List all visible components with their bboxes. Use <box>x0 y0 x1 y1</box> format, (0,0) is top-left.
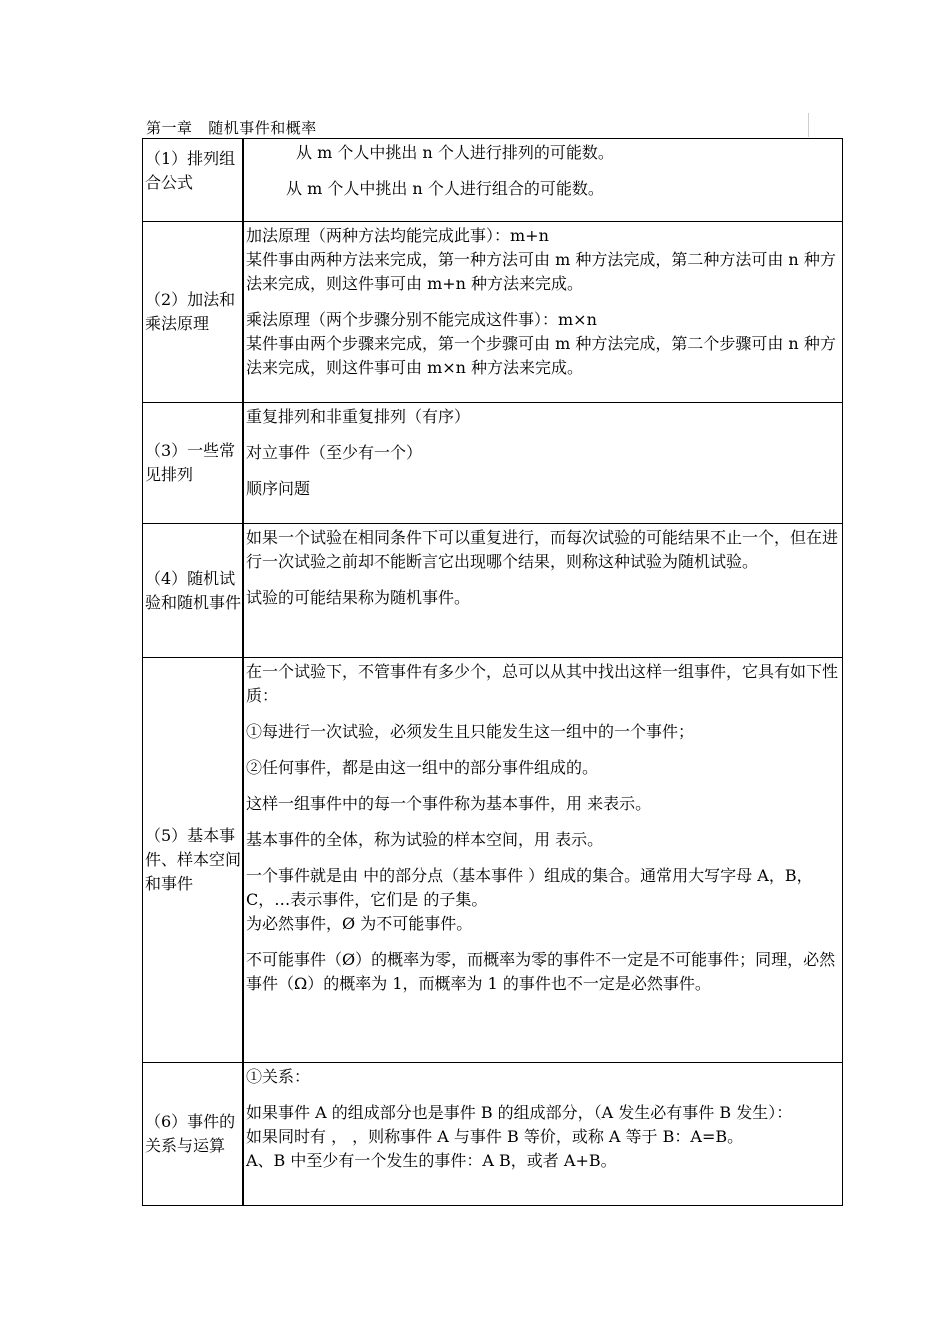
row-content-cell <box>243 139 843 222</box>
content-line: 乘法原理（两个步骤分别不能完成这件事）：m×n <box>246 310 597 329</box>
margin-line <box>808 113 809 137</box>
content-line: ①关系： <box>246 1067 311 1086</box>
content-line: ②任何事件，都是由这一组中的部分事件组成的。 <box>246 758 599 777</box>
row-label: （6）事件的关系与运算 <box>145 1112 236 1155</box>
content-line: 在一个试验下，不管事件有多少个，总可以从其中找出这样一组事件，它具有如下性质： <box>246 662 839 705</box>
table-row <box>143 403 843 524</box>
row-label-cell <box>143 403 244 524</box>
content-line: 重复排列和非重复排列（有序） <box>246 407 471 426</box>
content-line: 加法原理（两种方法均能完成此事）：m+n <box>246 226 549 245</box>
row-label-cell <box>143 139 244 222</box>
notes-table <box>142 138 843 1206</box>
content-line: 如果一个试验在相同条件下可以重复进行，而每次试验的可能结果不止一个，但在进行一次试验之前却不能断言它出现哪个结果，则称这种试验为随机试验。 <box>246 528 839 571</box>
row-label: （3）一些常见排列 <box>145 441 236 484</box>
content-line: 如果事件 A 的组成部分也是事件 B 的组成部分，（A 发生必有事件 B 发生）： <box>246 1103 793 1122</box>
content-line: 试验的可能结果称为随机事件。 <box>246 588 471 607</box>
content-line: 从 m 个人中挑出 n 个人进行排列的可能数。 <box>296 143 614 162</box>
row-label: （5）基本事件、样本空间和事件 <box>145 826 242 893</box>
row-content-cell <box>243 524 843 658</box>
table-row <box>143 139 843 222</box>
row-label-cell <box>143 524 244 658</box>
content-line: 一个事件就是由 中的部分点（基本事件 ）组成的集合。通常用大写字母 A，B，C，…表示事件，它们是 的子集。 <box>246 866 813 909</box>
table-row <box>143 1063 843 1206</box>
table-row <box>143 524 843 658</box>
content-line: 为必然事件，Ø 为不可能事件。 <box>246 914 473 933</box>
chapter-title: 第一章 随机事件和概率 <box>146 119 317 137</box>
content-line: ①每进行一次试验，必须发生且只能发生这一组中的一个事件； <box>246 722 695 741</box>
row-content-cell <box>243 222 843 403</box>
row-label: （2）加法和乘法原理 <box>145 290 236 333</box>
row-content-cell <box>243 658 843 1063</box>
content-line: 某件事由两种方法来完成，第一种方法可由 m 种方法完成，第二种方法可由 n 种方法来完成，则这件事可由 m+n 种方法来完成。 <box>246 250 836 293</box>
content-line: 这样一组事件中的每一个事件称为基本事件，用 来表示。 <box>246 794 652 813</box>
row-label: （1）排列组合公式 <box>145 149 236 192</box>
row-label: （4）随机试验和随机事件 <box>145 568 242 612</box>
content-line: 不可能事件（Ø）的概率为零，而概率为零的事件不一定是不可能事件；同理，必然事件（Ω）的概率为 1，而概率为 1 的事件也不一定是必然事件。 <box>246 950 836 993</box>
content-line: 某件事由两个步骤来完成，第一个步骤可由 m 种方法完成，第二个步骤可由 n 种方法来完成，则这件事可由 m×n 种方法来完成。 <box>246 334 836 377</box>
content-line: 对立事件（至少有一个） <box>246 443 423 462</box>
row-label-cell <box>143 222 244 403</box>
table-row <box>143 222 843 403</box>
content-line: 基本事件的全体，称为试验的样本空间，用 表示。 <box>246 830 604 849</box>
row-label-cell <box>143 1063 244 1206</box>
content-line: 从 m 个人中挑出 n 个人进行组合的可能数。 <box>286 179 604 198</box>
content-line: 如果同时有 ， ，则称事件 A 与事件 B 等价，或称 A 等于 B：A=B。 <box>246 1127 744 1146</box>
content-line: 顺序问题 <box>246 479 311 498</box>
row-content-cell <box>243 403 843 524</box>
content-line: A、B 中至少有一个发生的事件：A B，或者 A+B。 <box>246 1151 617 1170</box>
row-label-cell <box>143 658 244 1063</box>
row-content-cell <box>243 1063 843 1206</box>
table-row <box>143 658 843 1063</box>
